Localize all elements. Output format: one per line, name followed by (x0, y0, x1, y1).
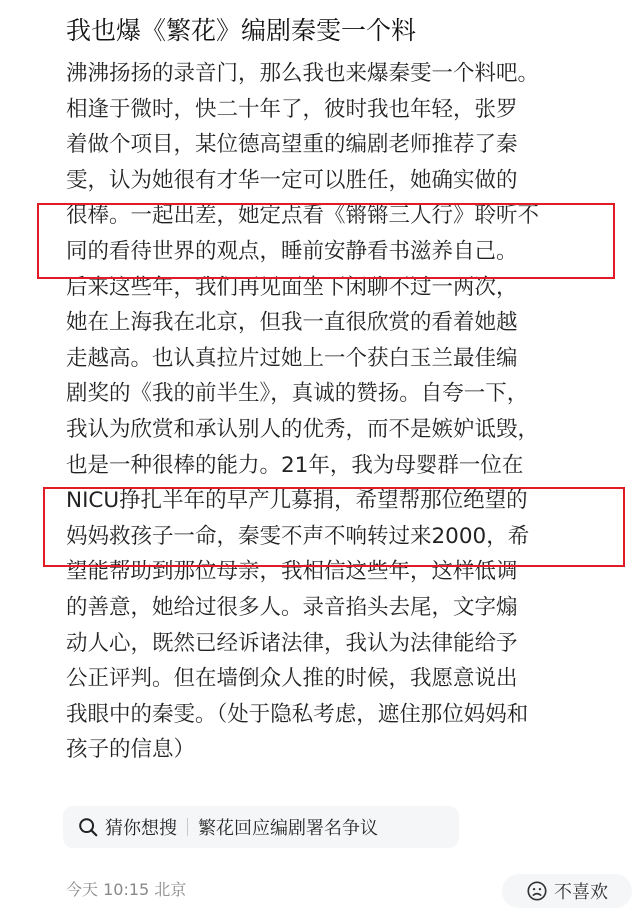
sad-face-icon (526, 880, 548, 902)
dislike-label: 不喜欢 (554, 882, 608, 903)
post-line: 雯，认为她很有才华一定可以胜任，她确实做的 (66, 167, 518, 193)
search-icon (77, 816, 99, 838)
search-suggestion-label: 猜你想搜 (105, 818, 177, 839)
highlight-box-2 (43, 487, 625, 567)
post-line: 很棒。一起出差，她定点看《锵锵三人行》聆听不 (66, 203, 540, 229)
post-line: 妈妈救孩子一命，秦雯不声不响转过来2000，希 (66, 523, 530, 549)
post-line: 的善意，她给过很多人。录音掐头去尾，文字煽 (66, 594, 518, 620)
post-line: 她在上海我在北京，但我一直很欣赏的看着她越 (66, 310, 518, 336)
search-suggestion-query[interactable]: 繁花回应编剧署名争议 (198, 818, 378, 839)
post-title: 我也爆《繁花》编剧秦雯一个料 (66, 16, 417, 45)
post-line: 走越高。也认真拉片过她上一个获白玉兰最佳编 (66, 345, 518, 371)
search-suggestion[interactable] (63, 806, 459, 848)
post-line: 也是一种很棒的能力。21年，我为母婴群一位在 (66, 452, 524, 478)
post-body (66, 56, 539, 768)
dislike-button[interactable] (502, 874, 632, 908)
post-line: 着做个项目，某位德高望重的编剧老师推荐了秦 (66, 132, 518, 158)
post-line: NICU挣扎半年的早产儿募捐，希望帮那位绝望的 (66, 488, 528, 514)
post-line: 公正评判。但在墙倒众人推的时候，我愿意说出 (66, 666, 518, 692)
post-line: 我眼中的秦雯。（处于隐私考虑，遮住那位妈妈和 (66, 701, 529, 727)
post-line: 沸沸扬扬的录音门，那么我也来爆秦雯一个料吧。 (66, 61, 540, 86)
highlight-box-1 (37, 203, 615, 279)
post-line: 同的看待世界的观点，睡前安静看书滋养自己。 (66, 238, 518, 264)
post-line: 孩子的信息） (66, 737, 196, 763)
post-line: 后来这些年，我们再见面坐下闲聊不过一两次， (66, 274, 518, 300)
post-line: 剧奖的《我的前半生》，真诚的赞扬。自夸一下， (66, 381, 529, 407)
post-line: 动人心，既然已经诉诸法律，我认为法律能给予 (66, 630, 518, 656)
post-line: 望能帮助到那位母亲，我相信这些年，这样低调 (66, 559, 518, 585)
post-line: 我认为欣赏和承认别人的优秀，而不是嫉妒诋毁， (66, 416, 540, 442)
post-meta: 今天 10:15 北京 (66, 880, 187, 899)
divider (187, 818, 188, 836)
post-line: 相逢于微时，快二十年了，彼时我也年轻，张罗 (66, 96, 518, 122)
